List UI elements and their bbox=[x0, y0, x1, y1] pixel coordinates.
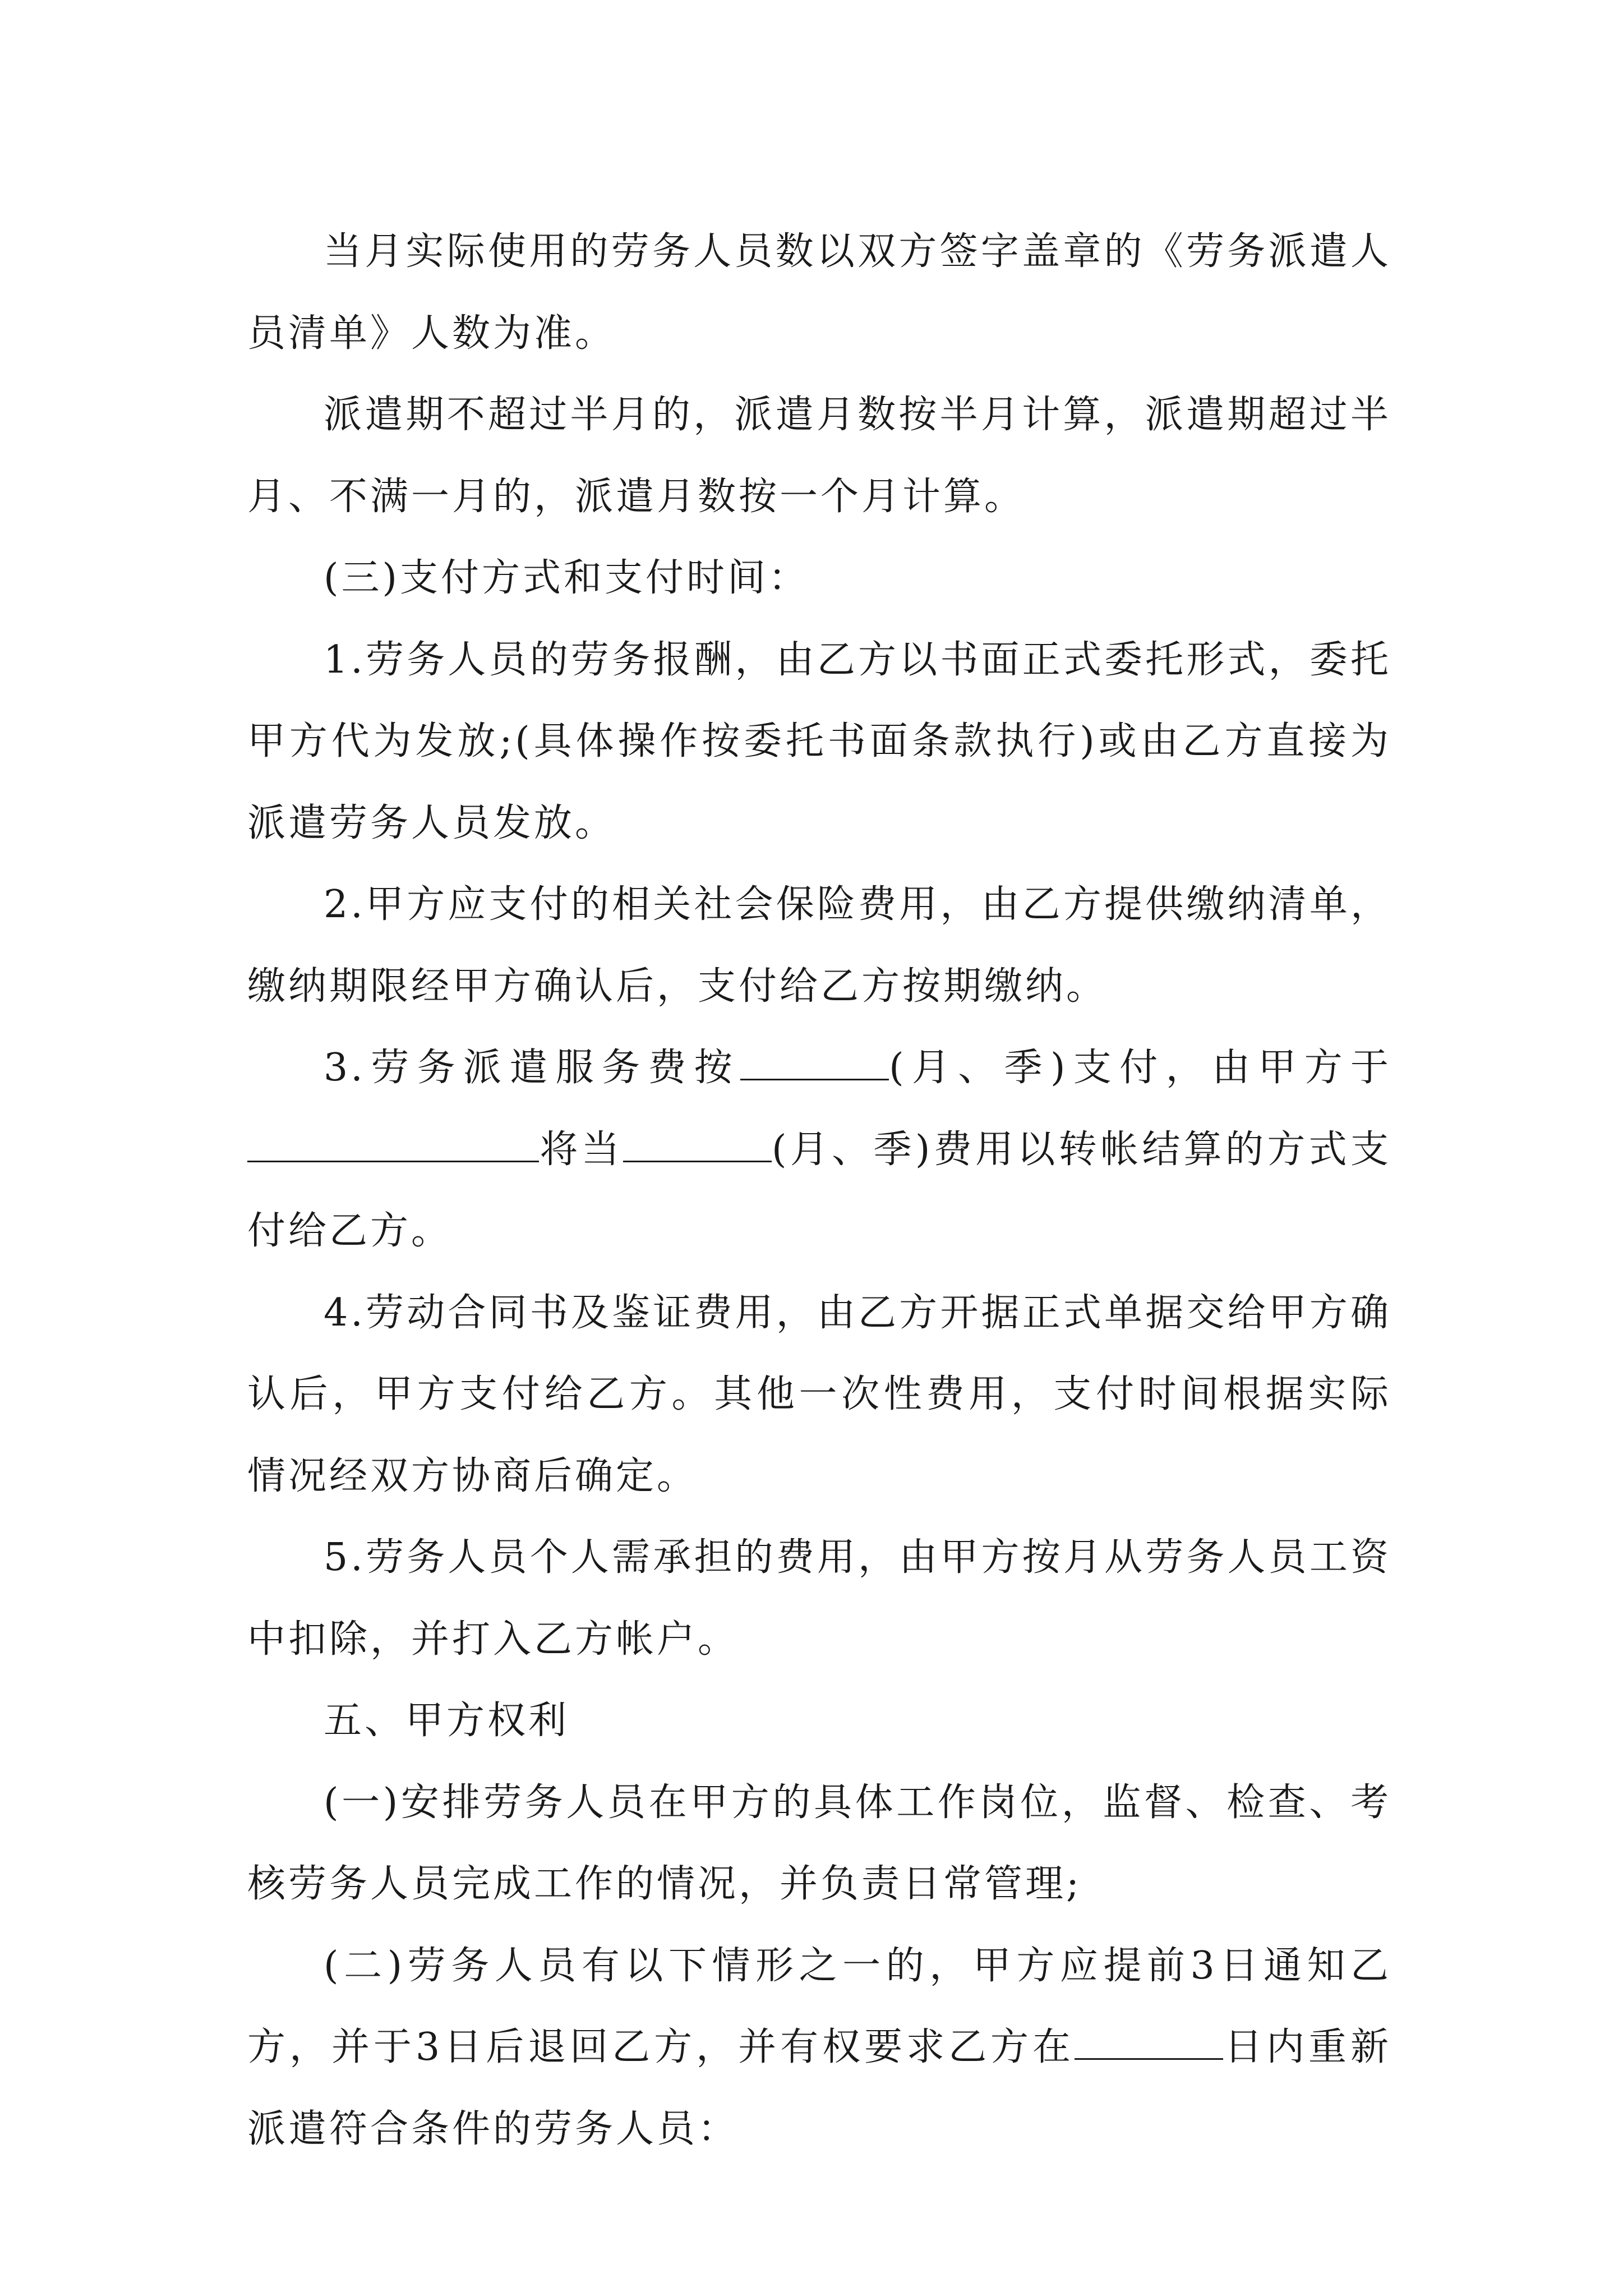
item-3-text-b: (月、季)支付，由甲方于 bbox=[889, 1046, 1391, 1090]
paragraph-right-1: (一)安排劳务人员在甲方的具体工作岗位，监督、检查、考核劳务人员完成工作的情况，并负责日常管理; bbox=[247, 1780, 1391, 1906]
fill-blank-days bbox=[1075, 2022, 1223, 2060]
paragraph-dispatch-period: 派遣期不超过半月的，派遣月数按半月计算，派遣期超过半月、不满一月的，派遣月数按一个月计算。 bbox=[247, 393, 1391, 519]
right-2-text-b: 日内重新派遣符合条件的劳务人员： bbox=[247, 2025, 1391, 2151]
paragraph-right-2 bbox=[247, 1925, 1391, 2170]
fill-blank-period-2 bbox=[623, 1124, 772, 1162]
section-heading-payment: (三)支付方式和支付时间： bbox=[324, 556, 810, 600]
paragraph-item-4: 4.劳动合同书及鉴证费用，由乙方开据正式单据交给甲方确认后，甲方支付给乙方。其他一次性费用，支付时间根据实际情况经双方协商后确定。 bbox=[247, 1290, 1391, 1498]
item-3-text-a: 3.劳务派遣服务费按 bbox=[324, 1046, 741, 1090]
fill-blank-date bbox=[247, 1124, 539, 1162]
item-3-text-d: (月、季)费用以转帐结算的方式支付给乙方。 bbox=[247, 1127, 1391, 1253]
section-heading-rights: 五、甲方权利 bbox=[324, 1699, 570, 1743]
document-body bbox=[247, 211, 1391, 2170]
paragraph-item-1: 1.劳务人员的劳务报酬，由乙方以书面正式委托形式，委托甲方代为发放;(具体操作按委托书面条款执行)或由乙方直接为派遣劳务人员发放。 bbox=[247, 637, 1391, 845]
item-3-text-c: 将当 bbox=[539, 1127, 623, 1172]
paragraph-item-5: 5.劳务人员个人需承担的费用，由甲方按月从劳务人员工资中扣除，并打入乙方帐户。 bbox=[247, 1535, 1391, 1662]
right-2-text-a: (二)劳务人员有以下情形之一的，甲方应提前3日通知乙方，并于3日后退回乙方，并有权要求乙方在 bbox=[247, 1943, 1391, 2069]
paragraph-item-3 bbox=[247, 1027, 1391, 1272]
paragraph-item-2: 2.甲方应支付的相关社会保险费用，由乙方提供缴纳清单，缴纳期限经甲方确认后，支付给乙方按期缴纳。 bbox=[247, 882, 1391, 1009]
fill-blank-period bbox=[740, 1042, 889, 1080]
paragraph-headcount: 当月实际使用的劳务人员数以双方签字盖章的《劳务派遣人员清单》人数为准。 bbox=[247, 229, 1391, 356]
